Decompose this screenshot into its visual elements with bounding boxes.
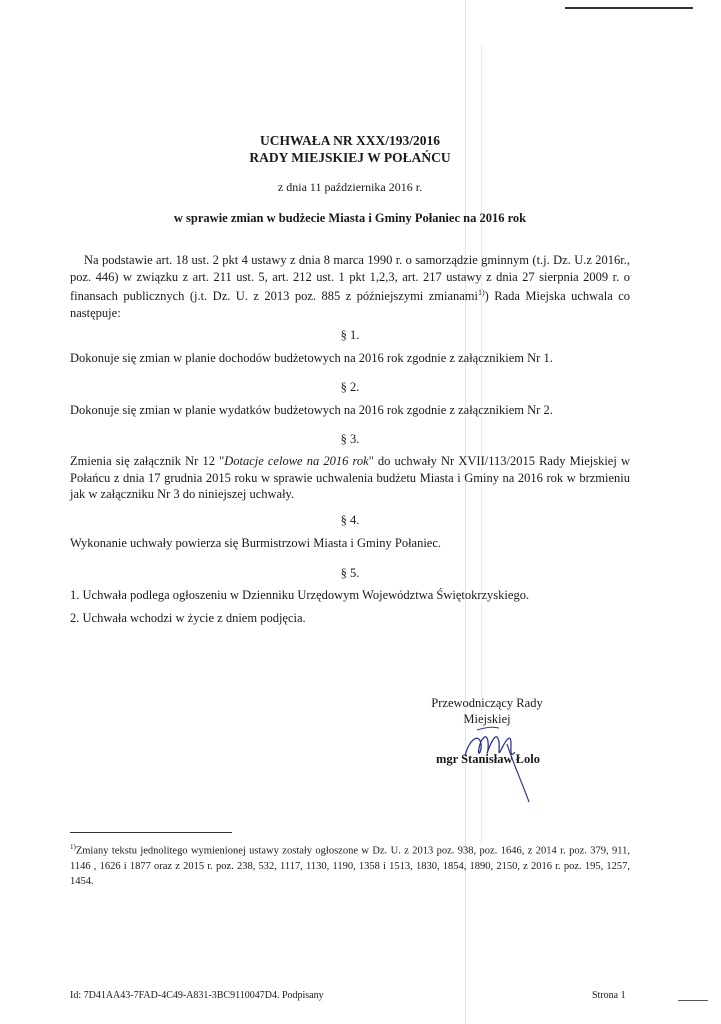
document-date: z dnia 11 października 2016 r. [277,180,423,194]
section-2-heading: § 2. [340,380,360,394]
preamble-text-end: ) Rada Miejska uchwala co następuje: [70,289,630,320]
section-3-text [70,453,630,503]
preamble-footnote-ref: 1) [478,288,485,297]
signatory-name: mgr Stanisław Łolo [436,752,540,766]
signature-role-line-2: Miejskiej [463,712,511,726]
section-4-heading: § 4. [340,513,360,527]
section-3-text-b: " do uchwały Nr XVII/113/2015 Rady Miejskiej w Połańcu z dnia 17 grudnia 2015 roku w sprawie uchwalenia budżetu Miasta i Gminy na 2016 rok w brzmieniu jak w załączniku Nr 3 do niniejszej uchwały. [70,454,630,501]
section-1-text: Dokonuje się zmian w planie dochodów budżetowych na 2016 rok zgodnie z załącznikiem Nr 1. [70,351,553,365]
footnote [70,840,630,889]
section-3-italic: Dotacje celowe na 2016 rok [224,454,369,468]
signature-role-line-1: Przewodniczący Rady [431,696,543,710]
section-5-item-1: 1. Uchwała podlega ogłoszeniu w Dzienniku Urzędowym Województwa Świętokrzyskiego. [70,588,530,602]
section-1-heading: § 1. [340,328,360,342]
section-5-item-2: 2. Uchwała wchodzi w życie z dniem podjęcia. [70,611,306,625]
footnote-text: Zmiany tekstu jednolitego wymienionej ustawy zostały ogłoszone w Dz. U. z 2013 poz. 938, poz. 1646, z 2014 r. poz. 379, 911, 1146 , 1626 i 1877 oraz z 2015 r. poz. 238, 532, 1117, 1130, 1190, 1358 i 1513, 1830, 1854, 1890, 2150, z 2016 r. poz. 195, 1257, 1454. [70,845,630,887]
footer-page-number: Strona 1 [592,990,626,1001]
section-2-text: Dokonuje się zmian w planie wydatków budżetowych na 2016 rok zgodnie z załącznikiem Nr 2. [70,403,553,417]
footer-document-id: Id: 7D41AA43-7FAD-4C49-A831-3BC9110047D4. Podpisany [70,990,324,1001]
section-4-text: Wykonanie uchwały powierza się Burmistrzowi Miasta i Gminy Połaniec. [70,536,442,550]
document-subject: w sprawie zmian w budżecie Miasta i Gminy Połaniec na 2016 rok [173,211,527,225]
section-5-heading: § 5. [340,566,360,580]
document-title-line-1: UCHWAŁA NR XXX/193/2016 [259,133,440,148]
section-3-heading: § 3. [340,432,360,446]
bottom-edge-line [678,1000,708,1001]
document-title-line-2: RADY MIEJSKIEJ W POŁAŃCU [249,150,451,165]
preamble-text: Na podstawie art. 18 ust. 2 pkt 4 ustawy z dnia 8 marca 1990 r. o samorządzie gminnym (t.j. Dz. U.z 2016r., poz. 446) w związku z art. 211 ust. 5, art. 212 ust. 1 pkt 1,2,3, art. 217 ustawy z dnia 27 sierpnia 2009 r. o finansach publicznych (j.t. Dz. U. z 2013 poz. 885 z późniejszymi zmianami [70,253,630,304]
footnote-rule [70,832,232,833]
section-3-text-a: Zmienia się załącznik Nr 12 " [70,454,225,468]
footnote-ref: 1) [70,843,76,851]
top-edge-line [565,7,693,9]
preamble [70,252,630,321]
